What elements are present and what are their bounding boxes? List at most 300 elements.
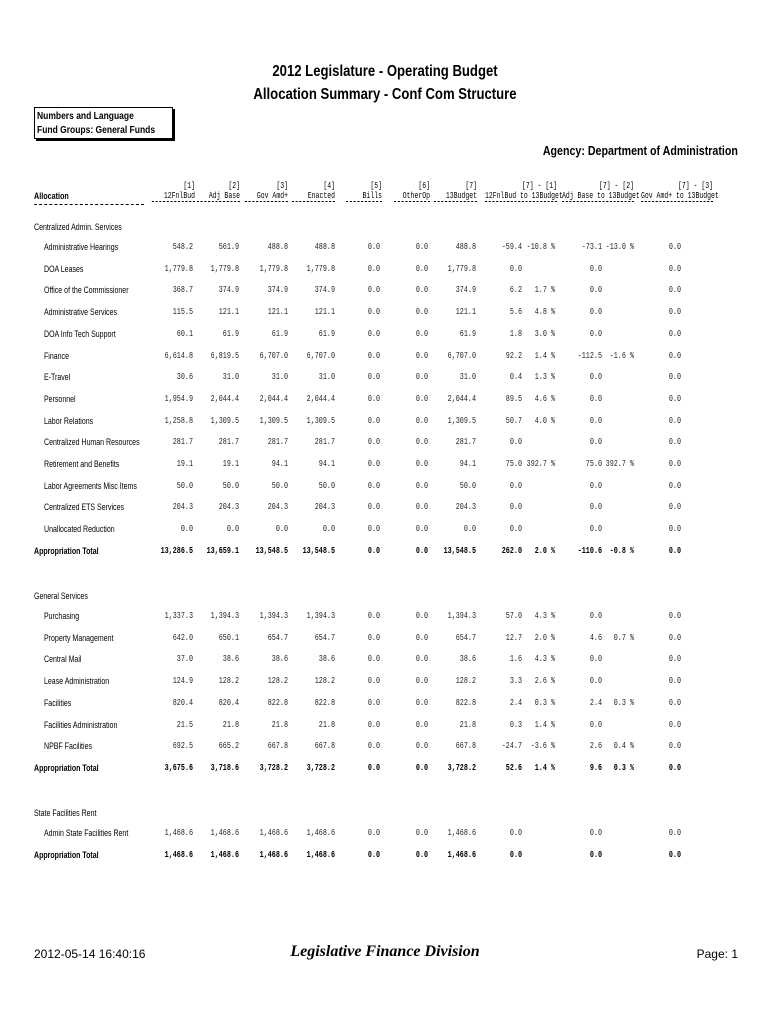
cell-value: 50.0 xyxy=(222,480,239,491)
row-label: Personnel xyxy=(44,393,76,404)
cell-value: 31.0 xyxy=(459,372,476,383)
cell-value: 3,728.2 xyxy=(259,762,288,773)
cell-value: 368.7 xyxy=(172,285,193,296)
total-label: Appropriation Total xyxy=(34,545,99,556)
cell-value: 0.0 xyxy=(668,459,681,469)
cell-value: 1,468.6 xyxy=(164,849,193,860)
cell-value: 6,819.5 xyxy=(210,350,239,361)
column-number: [2] xyxy=(228,181,240,191)
cell-value: 3,728.2 xyxy=(306,762,335,773)
cell-value: 0.0 xyxy=(668,393,681,404)
cell-value: 2.6 % xyxy=(534,676,555,687)
cell-value: 204.3 xyxy=(455,502,476,513)
cell-value: -73.1 xyxy=(581,242,602,252)
total-row xyxy=(0,850,770,862)
table-row xyxy=(0,329,770,341)
section-heading xyxy=(0,591,770,603)
cell-value: 1.8 xyxy=(509,328,522,339)
cell-value: 3,728.2 xyxy=(447,762,476,773)
cell-value: -59.4 xyxy=(501,242,522,252)
cell-value: 52.6 xyxy=(505,762,522,773)
cell-value: 820.4 xyxy=(172,697,193,708)
cell-value: 665.2 xyxy=(218,741,239,752)
cell-value: 0.0 xyxy=(589,480,602,491)
cell-value: 19.1 xyxy=(222,459,239,469)
row-label: Office of the Commissioner xyxy=(44,285,129,296)
cell-value: 6,614.8 xyxy=(164,350,193,361)
cell-value: 50.0 xyxy=(271,480,288,491)
cell-value: 0.0 xyxy=(415,393,428,404)
row-label: NPBF Facilities xyxy=(44,741,92,752)
cell-value: 0.7 % xyxy=(613,632,634,643)
cell-value: 0.0 xyxy=(668,350,681,361)
cell-value: 488.8 xyxy=(455,242,476,252)
total-row xyxy=(0,763,770,775)
cell-value: 2.6 xyxy=(589,741,602,752)
cell-value: 204.3 xyxy=(314,502,335,513)
cell-value: 0.0 xyxy=(415,307,428,318)
column-underline xyxy=(434,201,477,202)
total-label: Appropriation Total xyxy=(34,762,99,773)
cell-value: 374.9 xyxy=(314,285,335,296)
section-name: State Facilities Rent xyxy=(34,808,97,818)
cell-value: 2,044.4 xyxy=(447,393,476,404)
cell-value: 1.6 xyxy=(509,654,522,665)
cell-value: 0.0 xyxy=(367,393,380,404)
cell-value: 1,394.3 xyxy=(306,611,335,621)
cell-value: 19.1 xyxy=(176,459,193,469)
cell-value: 0.0 xyxy=(180,524,193,535)
cell-value: 0.0 xyxy=(367,828,380,838)
cell-value: 0.0 xyxy=(367,328,380,339)
cell-value: 1,394.3 xyxy=(210,611,239,621)
cell-value: 0.0 xyxy=(275,524,288,535)
column-name: OtherOp xyxy=(402,191,430,201)
table-row xyxy=(0,481,770,493)
cell-value: 121.1 xyxy=(455,307,476,318)
cell-value: 12.7 xyxy=(505,632,522,643)
cell-value: 0.0 xyxy=(367,350,380,361)
column-number: [3] xyxy=(276,181,288,191)
cell-value: 4.6 % xyxy=(534,393,555,404)
cell-value: 21.8 xyxy=(222,719,239,730)
column-number: [5] xyxy=(370,181,382,191)
cell-value: 6,707.0 xyxy=(306,350,335,361)
box-line-2: Fund Groups: General Funds xyxy=(37,125,156,136)
cell-value: 0.0 xyxy=(509,849,522,860)
cell-value: 0.0 xyxy=(415,849,428,860)
cell-value: 374.9 xyxy=(218,285,239,296)
cell-value: 128.2 xyxy=(455,676,476,687)
table-row xyxy=(0,394,770,406)
cell-value: 1.4 % xyxy=(534,719,555,730)
cell-value: 92.2 xyxy=(505,350,522,361)
cell-value: 0.0 xyxy=(589,437,602,448)
box-line-1: Numbers and Language xyxy=(37,111,134,122)
cell-value: 0.0 xyxy=(367,242,380,252)
cell-value: 0.0 xyxy=(463,524,476,535)
cell-value: 0.0 xyxy=(589,307,602,318)
cell-value: -110.6 xyxy=(577,545,602,556)
total-row xyxy=(0,546,770,558)
cell-value: 1,394.3 xyxy=(259,611,288,621)
cell-value: 0.0 xyxy=(668,828,681,838)
table-row xyxy=(0,720,770,732)
cell-value: 0.0 xyxy=(367,307,380,318)
column-name: Gov Amd+ to 13Budget xyxy=(641,191,719,201)
cell-value: 548.2 xyxy=(172,242,193,252)
cell-value: 0.0 xyxy=(668,654,681,665)
cell-value: 3.0 % xyxy=(534,328,555,339)
cell-value: 281.7 xyxy=(267,437,288,448)
cell-value: -10.8 % xyxy=(526,242,555,252)
cell-value: 0.3 xyxy=(509,719,522,730)
cell-value: 1.4 % xyxy=(534,350,555,361)
cell-value: 0.4 xyxy=(509,372,522,383)
cell-value: 0.0 xyxy=(668,285,681,296)
column-header xyxy=(292,181,335,202)
cell-value: 642.0 xyxy=(172,632,193,643)
cell-value: 0.0 xyxy=(415,437,428,448)
cell-value: 0.3 % xyxy=(534,697,555,708)
cell-value: 0.0 xyxy=(367,849,380,860)
table-row xyxy=(0,502,770,514)
section-name: General Services xyxy=(34,591,88,601)
cell-value: 0.0 xyxy=(668,372,681,383)
cell-value: 0.0 xyxy=(367,502,380,513)
row-label: Facilities xyxy=(44,697,72,708)
column-number: [7] - [3] xyxy=(678,181,713,191)
cell-value: 0.0 xyxy=(668,263,681,274)
cell-value: 57.0 xyxy=(505,611,522,621)
cell-value: 50.0 xyxy=(176,480,193,491)
cell-value: 0.0 xyxy=(668,849,681,860)
column-underline xyxy=(245,201,288,202)
cell-value: 1,468.6 xyxy=(259,828,288,838)
cell-value: 281.7 xyxy=(172,437,193,448)
column-underline xyxy=(394,201,430,202)
cell-value: 2.0 % xyxy=(534,545,555,556)
cell-value: 1,337.3 xyxy=(164,611,193,621)
row-label: Finance xyxy=(44,350,69,361)
cell-value: 115.5 xyxy=(172,307,193,318)
cell-value: 0.0 xyxy=(415,350,428,361)
cell-value: 0.0 xyxy=(668,632,681,643)
cell-value: 89.5 xyxy=(505,393,522,404)
column-underline xyxy=(641,201,713,202)
cell-value: 1,309.5 xyxy=(306,415,335,426)
row-label: DOA Leases xyxy=(44,263,84,274)
cell-value: 0.0 xyxy=(415,263,428,274)
cell-value: 2,044.4 xyxy=(306,393,335,404)
cell-value: 0.0 xyxy=(589,328,602,339)
cell-value: 2.0 % xyxy=(534,632,555,643)
cell-value: 0.0 xyxy=(589,263,602,274)
cell-value: 13,548.5 xyxy=(302,545,335,556)
column-name: 12FnlBud to 13Budget xyxy=(485,191,563,201)
cell-value: 0.3 % xyxy=(613,697,634,708)
cell-value: 392.7 % xyxy=(605,459,634,469)
cell-value: 1,468.6 xyxy=(306,828,335,838)
cell-value: 0.0 xyxy=(668,697,681,708)
cell-value: 2.4 xyxy=(509,697,522,708)
cell-value: 0.0 xyxy=(415,676,428,687)
cell-value: 667.8 xyxy=(314,741,335,752)
page-number: Page: 1 xyxy=(696,947,738,961)
cell-value: 0.0 xyxy=(509,437,522,448)
total-label: Appropriation Total xyxy=(34,849,99,860)
cell-value: 6.2 xyxy=(509,285,522,296)
cell-value: 0.0 xyxy=(367,285,380,296)
cell-value: 1,779.8 xyxy=(210,263,239,274)
cell-value: 0.0 xyxy=(589,502,602,513)
cell-value: -24.7 xyxy=(501,741,522,752)
cell-value: 3,675.6 xyxy=(164,762,193,773)
cell-value: 654.7 xyxy=(314,632,335,643)
column-underline xyxy=(152,201,195,202)
cell-value: 0.0 xyxy=(415,828,428,838)
cell-value: 0.0 xyxy=(367,676,380,687)
cell-value: 2.4 xyxy=(589,697,602,708)
column-header xyxy=(346,181,382,202)
cell-value: 21.8 xyxy=(318,719,335,730)
cell-value: 0.0 xyxy=(668,762,681,773)
cell-value: 0.0 xyxy=(367,719,380,730)
cell-value: 13,286.5 xyxy=(160,545,193,556)
table-row xyxy=(0,285,770,297)
cell-value: 121.1 xyxy=(267,307,288,318)
cell-value: -1.6 % xyxy=(609,350,634,361)
cell-value: 0.0 xyxy=(415,741,428,752)
section-heading xyxy=(0,222,770,234)
row-label: Labor Relations xyxy=(44,415,94,426)
cell-value: 204.3 xyxy=(172,502,193,513)
cell-value: 75.0 xyxy=(505,459,522,469)
cell-value: 6,707.0 xyxy=(447,350,476,361)
cell-value: 0.0 xyxy=(668,545,681,556)
row-label: Facilities Administration xyxy=(44,719,118,730)
column-header xyxy=(434,181,477,202)
cell-value: 0.0 xyxy=(668,328,681,339)
cell-value: 0.0 xyxy=(668,437,681,448)
column-header xyxy=(485,181,563,202)
cell-value: 262.0 xyxy=(501,545,522,556)
cell-value: 50.0 xyxy=(318,480,335,491)
row-label: Lease Administration xyxy=(44,676,110,687)
report-subtitle: Allocation Summary - Conf Com Structure xyxy=(253,86,517,103)
cell-value: 38.6 xyxy=(271,654,288,665)
cell-value: 0.0 xyxy=(509,480,522,491)
column-header xyxy=(152,181,195,202)
cell-value: 0.0 xyxy=(367,372,380,383)
cell-value: -112.5 xyxy=(577,350,602,361)
column-name: Adj Base to 13Budget xyxy=(562,191,640,201)
cell-value: 1,309.5 xyxy=(210,415,239,426)
cell-value: 0.0 xyxy=(367,263,380,274)
cell-value: 654.7 xyxy=(267,632,288,643)
column-header xyxy=(197,181,240,202)
cell-value: 61.9 xyxy=(459,328,476,339)
cell-value: 121.1 xyxy=(218,307,239,318)
cell-value: 0.0 xyxy=(415,762,428,773)
cell-value: 37.0 xyxy=(176,654,193,665)
cell-value: 0.0 xyxy=(367,741,380,752)
cell-value: 0.0 xyxy=(322,524,335,535)
cell-value: 0.0 xyxy=(415,545,428,556)
cell-value: 0.0 xyxy=(367,415,380,426)
cell-value: 0.0 xyxy=(367,611,380,621)
row-label: Centralized ETS Services xyxy=(44,502,124,513)
cell-value: 1,468.6 xyxy=(210,849,239,860)
table-row xyxy=(0,307,770,319)
cell-value: 0.4 % xyxy=(613,741,634,752)
column-underline xyxy=(197,201,240,202)
cell-value: 822.8 xyxy=(267,697,288,708)
table-row xyxy=(0,828,770,840)
cell-value: 13,659.1 xyxy=(206,545,239,556)
cell-value: 75.0 xyxy=(585,459,602,469)
cell-value: 3.3 xyxy=(509,676,522,687)
column-header xyxy=(562,181,640,202)
column-name: 12FnlBud xyxy=(163,191,195,201)
cell-value: 692.5 xyxy=(172,741,193,752)
cell-value: 822.8 xyxy=(455,697,476,708)
cell-value: 392.7 % xyxy=(526,459,555,469)
cell-value: 61.9 xyxy=(222,328,239,339)
row-label: Purchasing xyxy=(44,611,80,621)
section-heading xyxy=(0,808,770,820)
cell-value: 0.0 xyxy=(415,654,428,665)
cell-value: 31.0 xyxy=(222,372,239,383)
cell-value: 1.4 % xyxy=(534,762,555,773)
cell-value: 94.1 xyxy=(459,459,476,469)
cell-value: 1,468.6 xyxy=(164,828,193,838)
cell-value: 0.0 xyxy=(589,611,602,621)
cell-value: 61.9 xyxy=(271,328,288,339)
column-underline xyxy=(292,201,335,202)
column-number: [7] - [1] xyxy=(522,181,557,191)
cell-value: 38.6 xyxy=(222,654,239,665)
cell-value: 1.3 % xyxy=(534,372,555,383)
agency-label: Agency: Department of Administration xyxy=(542,143,738,158)
column-header xyxy=(245,181,288,202)
cell-value: 0.0 xyxy=(668,242,681,252)
cell-value: 0.0 xyxy=(668,719,681,730)
cell-value: 281.7 xyxy=(314,437,335,448)
cell-value: 0.0 xyxy=(367,437,380,448)
table-row xyxy=(0,654,770,666)
cell-value: 21.5 xyxy=(176,719,193,730)
cell-value: 0.0 xyxy=(367,545,380,556)
cell-value: 0.0 xyxy=(589,285,602,296)
cell-value: 0.0 xyxy=(415,632,428,643)
cell-value: 0.0 xyxy=(415,459,428,469)
row-label: Unallocated Reduction xyxy=(44,524,115,535)
cell-value: 1,779.8 xyxy=(259,263,288,274)
table-row xyxy=(0,351,770,363)
column-number: [7] - [2] xyxy=(599,181,634,191)
cell-value: 1,779.8 xyxy=(164,263,193,274)
row-label: Labor Agreements Misc Items xyxy=(44,480,137,491)
cell-value: 0.0 xyxy=(589,654,602,665)
cell-value: 1,394.3 xyxy=(447,611,476,621)
cell-value: 2,044.4 xyxy=(210,393,239,404)
cell-value: 1,954.9 xyxy=(164,393,193,404)
cell-value: 31.0 xyxy=(271,372,288,383)
cell-value: 94.1 xyxy=(318,459,335,469)
cell-value: 50.7 xyxy=(505,415,522,426)
cell-value: 0.0 xyxy=(589,393,602,404)
cell-value: -0.8 % xyxy=(609,545,634,556)
cell-value: 124.9 xyxy=(172,676,193,687)
cell-value: 0.0 xyxy=(589,719,602,730)
cell-value: 1,468.6 xyxy=(306,849,335,860)
cell-value: -13.0 % xyxy=(605,242,634,252)
cell-value: 0.0 xyxy=(415,697,428,708)
cell-value: 1,779.8 xyxy=(306,263,335,274)
cell-value: 561.9 xyxy=(218,242,239,252)
table-row xyxy=(0,524,770,536)
cell-value: 667.8 xyxy=(455,741,476,752)
row-label: Administrative Hearings xyxy=(44,242,119,252)
cell-value: 9.6 xyxy=(589,762,602,773)
cell-value: 0.0 xyxy=(415,480,428,491)
column-name: Gov Amd+ xyxy=(256,191,288,201)
column-underline xyxy=(485,201,557,202)
row-label: Admin State Facilities Rent xyxy=(44,828,129,838)
cell-value: 0.0 xyxy=(668,524,681,535)
cell-value: 1,468.6 xyxy=(210,828,239,838)
cell-value: 0.0 xyxy=(509,828,522,838)
cell-value: 38.6 xyxy=(318,654,335,665)
cell-value: 31.0 xyxy=(318,372,335,383)
cell-value: 4.6 xyxy=(589,632,602,643)
cell-value: 281.7 xyxy=(218,437,239,448)
cell-value: 374.9 xyxy=(455,285,476,296)
cell-value: 0.0 xyxy=(226,524,239,535)
column-underline xyxy=(562,201,634,202)
cell-value: 94.1 xyxy=(271,459,288,469)
cell-value: 50.0 xyxy=(459,480,476,491)
cell-value: 0.0 xyxy=(415,611,428,621)
cell-value: 128.2 xyxy=(314,676,335,687)
cell-value: 654.7 xyxy=(455,632,476,643)
report-timestamp: 2012-05-14 16:40:16 xyxy=(34,947,146,961)
cell-value: 61.9 xyxy=(318,328,335,339)
cell-value: 0.0 xyxy=(367,697,380,708)
cell-value: 822.8 xyxy=(314,697,335,708)
cell-value: 128.2 xyxy=(267,676,288,687)
column-underline xyxy=(346,201,382,202)
cell-value: 1.7 % xyxy=(534,285,555,296)
cell-value: 3,718.6 xyxy=(210,762,239,773)
cell-value: 0.0 xyxy=(415,502,428,513)
cell-value: 0.0 xyxy=(509,524,522,535)
column-name: Enacted xyxy=(307,191,335,201)
cell-value: 1,468.6 xyxy=(259,849,288,860)
row-label: Central Mail xyxy=(44,654,82,665)
row-label: E-Travel xyxy=(44,372,71,383)
column-number: [1] xyxy=(183,181,195,191)
cell-value: 2,044.4 xyxy=(259,393,288,404)
table-row xyxy=(0,459,770,471)
cell-value: 0.0 xyxy=(367,524,380,535)
cell-value: 0.3 % xyxy=(613,762,634,773)
column-number: [6] xyxy=(418,181,430,191)
cell-value: 488.8 xyxy=(267,242,288,252)
cell-value: 0.0 xyxy=(415,242,428,252)
cell-value: 0.0 xyxy=(415,415,428,426)
